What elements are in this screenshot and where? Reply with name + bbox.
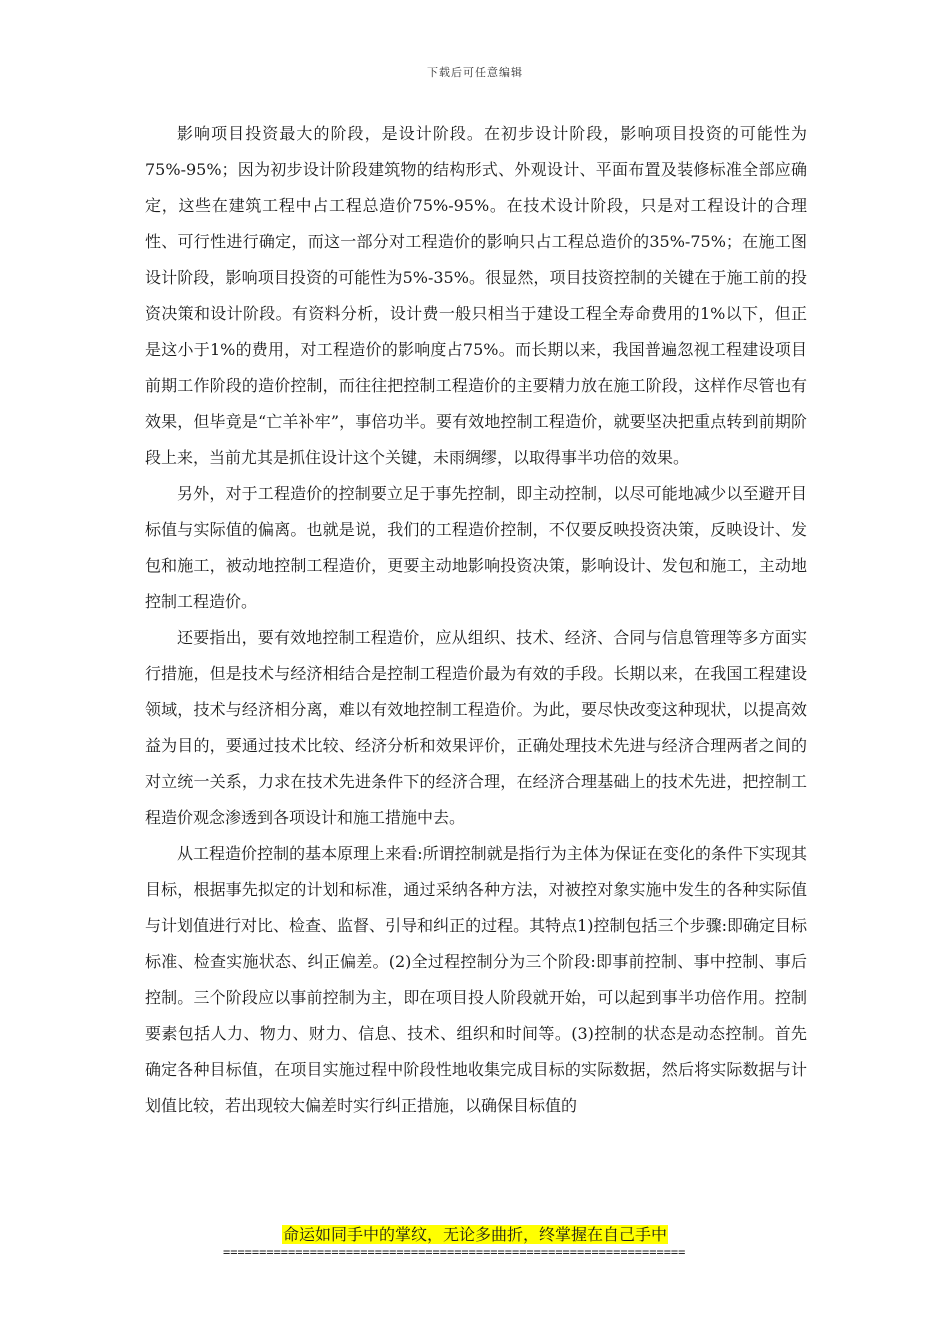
paragraph-proactive-control: 另外，对于工程造价的控制要立足于事先控制，即主动控制，以尽可能地减少以至避开目标值与实际值的偏离。也就是说，我们的工程造价控制，不仅要反映投资决策，反映设计、发包和施工，被动地控制工程造价，更要主动地影响投资决策，影响设计、发包和施工，主动地控制工程造价。 [145, 484, 807, 611]
footer-motto-text: 命运如同手中的掌纹，无论多曲折，终掌握在自己手中 [282, 1225, 667, 1244]
footer-motto [0, 1224, 950, 1246]
document-body [145, 116, 807, 1124]
paragraph-design-stage: 影响项目投资最大的阶段，是设计阶段。在初步设计阶段，影响项目投资的可能性为75%-95%；因为初步设计阶段建筑物的结构形式、外观设计、平面布置及装修标准全部应确定，这些在建筑工程中占工程总造价75%-95%。在技术设计阶段，只是对工程设计的合理性、可行性进行确定，而这一部分对工程造价的影响只占工程总造价的35%-75%；在施工图设计阶段，影响项目投资的可能性为5%-35%。很显然，项目技资控制的关键在于施工前的投资决策和设计阶段。有资料分析，设计费一般只相当于建设工程全寿命费用的1%以下，但正是这小于1%的费用，对工程造价的影响度占75%。而长期以来，我国普遍忽视工程建设项目前期工作阶段的造价控制，而往往把控制工程造价的主要精力放在施工阶段，这样作尽管也有效果，但毕竟是“亡羊补牢”，事倍功半。要有效地控制工程造价，就要坚决把重点转到前期阶段上来，当前尤其是抓住设计这个关键，未雨绸缪，以取得事半功倍的效果。 [145, 124, 807, 467]
paragraph-tech-economy: 还要指出，要有效地控制工程造价，应从组织、技术、经济、合同与信息管理等多方面实行措施，但是技术与经济相结合是控制工程造价最为有效的手段。长期以来，在我国工程建设领域，技术与经济相分离，难以有效地控制工程造价。为此，要尽快改变这种现状，以提高效益为目的，要通过技术比较、经济分析和效果评价，正确处理技术先进与经济合理两者之间的对立统一关系，力求在技术先进条件下的经济合理，在经济合理基础上的技术先进，把控制工程造价观念渗透到各项设计和施工措施中去。 [145, 628, 807, 827]
footer-divider: ================================================================ [223, 1245, 686, 1259]
paragraph-control-principle: 从工程造价控制的基本原理上来看:所谓控制就是指行为主体为保证在变化的条件下实现其目标，根据事先拟定的计划和标准，通过采纳各种方法，对被控对象实施中发生的各种实际值与计划值进行对比、检查、监督、引导和纠正的过程。其特点1)控制包括三个步骤:即确定目标标准、检查实施状态、纠正偏差。(2)全过程控制分为三个阶段:即事前控制、事中控制、事后控制。三个阶段应以事前控制为主，即在项目投人阶段就开始，可以起到事半功倍作用。控制要素包括人力、物力、财力、信息、技术、组织和时间等。(3)控制的状态是动态控制。首先确定各种目标值，在项目实施过程中阶段性地收集完成目标的实际数据，然后将实际数据与计划值比较，若出现较大偏差时实行纠正措施，以确保目标值的 [145, 844, 807, 1115]
page-header: 下载后可任意编辑 [427, 66, 523, 79]
